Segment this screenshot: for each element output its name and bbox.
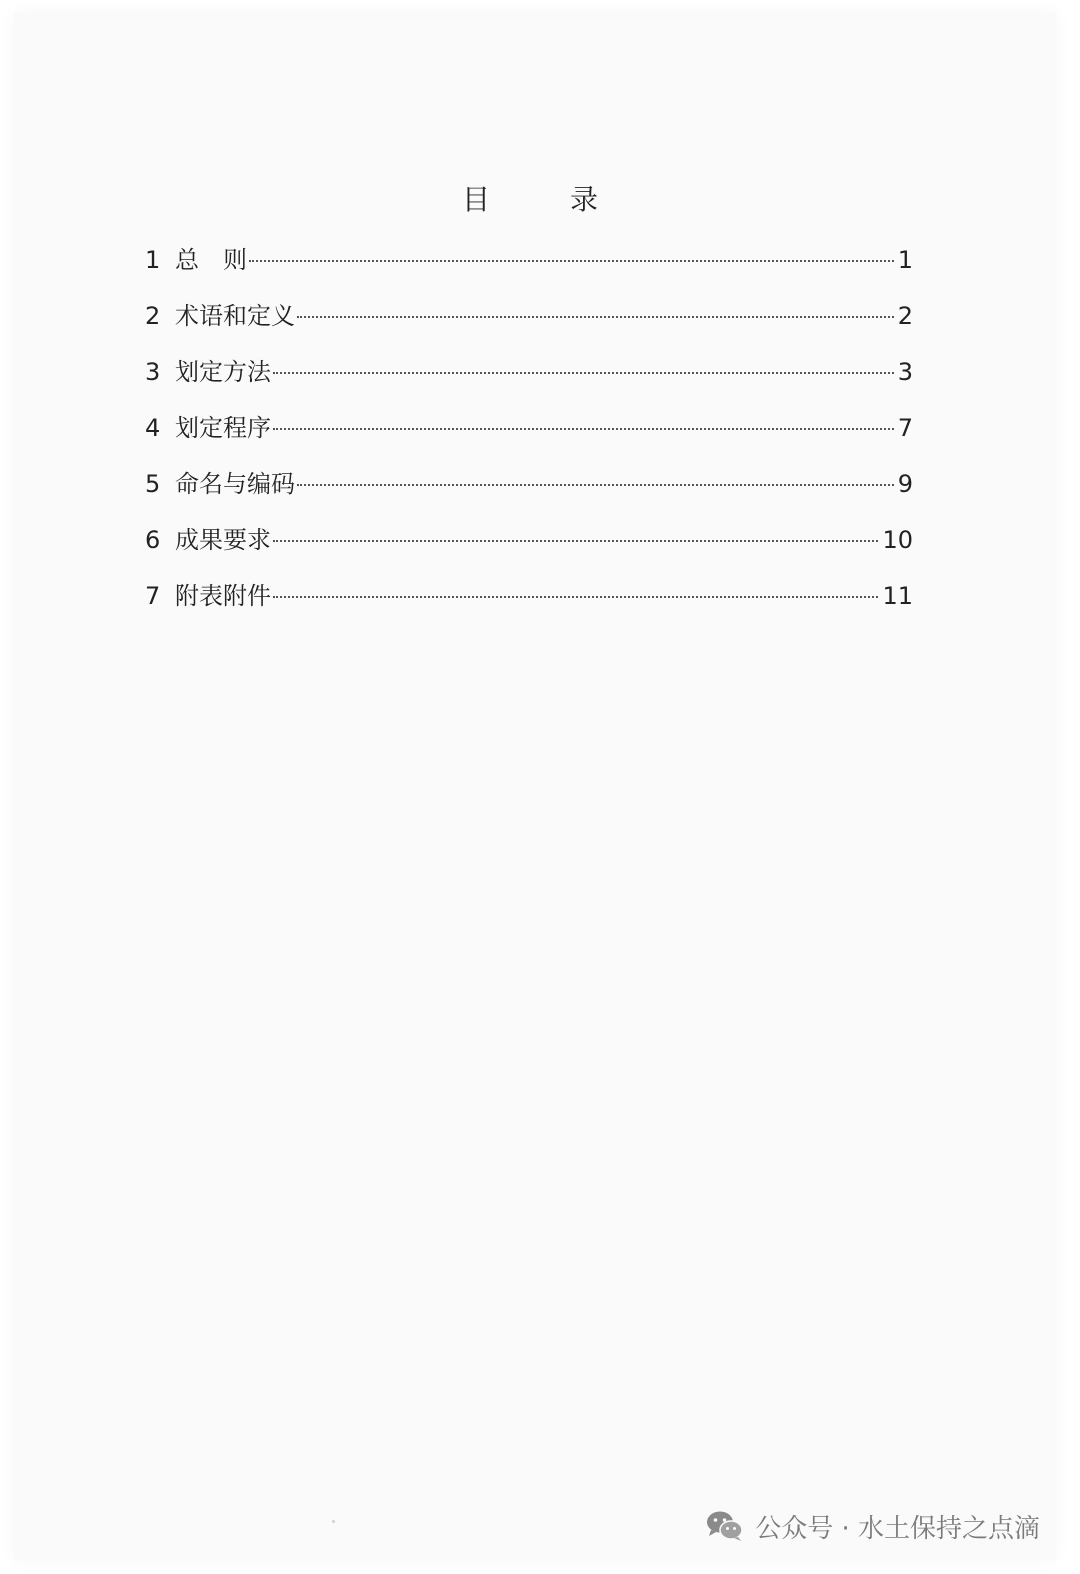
toc-entry[interactable] bbox=[145, 296, 913, 352]
toc-leader-dots bbox=[273, 596, 878, 598]
toc-leader-dots bbox=[297, 316, 894, 318]
watermark-text: 公众号 · 水土保持之点滴 bbox=[755, 1513, 1040, 1544]
toc-entry-label: 命名与编码 bbox=[175, 470, 295, 498]
toc-entry[interactable] bbox=[145, 464, 913, 520]
wechat-icon bbox=[705, 1509, 745, 1543]
toc-entry-number: 3 bbox=[145, 358, 161, 386]
toc-leader-dots bbox=[249, 260, 894, 262]
toc-title: 目 录 bbox=[461, 183, 624, 216]
table-of-contents bbox=[145, 240, 913, 632]
toc-leader-dots bbox=[273, 428, 894, 430]
toc-entry-page: 2 bbox=[897, 302, 913, 330]
toc-entry-number: 1 bbox=[145, 246, 161, 274]
toc-entry-label: 总 则 bbox=[175, 246, 247, 274]
toc-entry-number: 5 bbox=[145, 470, 161, 498]
toc-leader-dots bbox=[273, 540, 878, 542]
toc-entry[interactable] bbox=[145, 352, 913, 408]
toc-entry[interactable] bbox=[145, 520, 913, 576]
toc-entry[interactable] bbox=[145, 240, 913, 296]
toc-leader-dots bbox=[297, 484, 894, 486]
toc-entry-label: 划定程序 bbox=[175, 414, 271, 442]
toc-entry-page: 9 bbox=[897, 470, 913, 498]
watermark bbox=[705, 1506, 1040, 1546]
toc-entry-page: 3 bbox=[897, 358, 913, 386]
toc-entry-label: 附表附件 bbox=[175, 582, 271, 610]
toc-leader-dots bbox=[273, 372, 894, 374]
toc-entry-label: 术语和定义 bbox=[175, 302, 295, 330]
toc-entry-page: 10 bbox=[882, 526, 913, 554]
scan-speck bbox=[332, 1520, 335, 1523]
toc-entry-page: 7 bbox=[897, 414, 913, 442]
toc-entry[interactable] bbox=[145, 408, 913, 464]
toc-entry-number: 7 bbox=[145, 582, 161, 610]
toc-entry-label: 成果要求 bbox=[175, 526, 271, 554]
toc-entry[interactable] bbox=[145, 576, 913, 632]
toc-entry-number: 4 bbox=[145, 414, 161, 442]
toc-entry-number: 2 bbox=[145, 302, 161, 330]
toc-entry-page: 1 bbox=[897, 246, 913, 274]
toc-entry-number: 6 bbox=[145, 526, 161, 554]
toc-entry-label: 划定方法 bbox=[175, 358, 271, 386]
toc-entry-page: 11 bbox=[882, 582, 913, 610]
